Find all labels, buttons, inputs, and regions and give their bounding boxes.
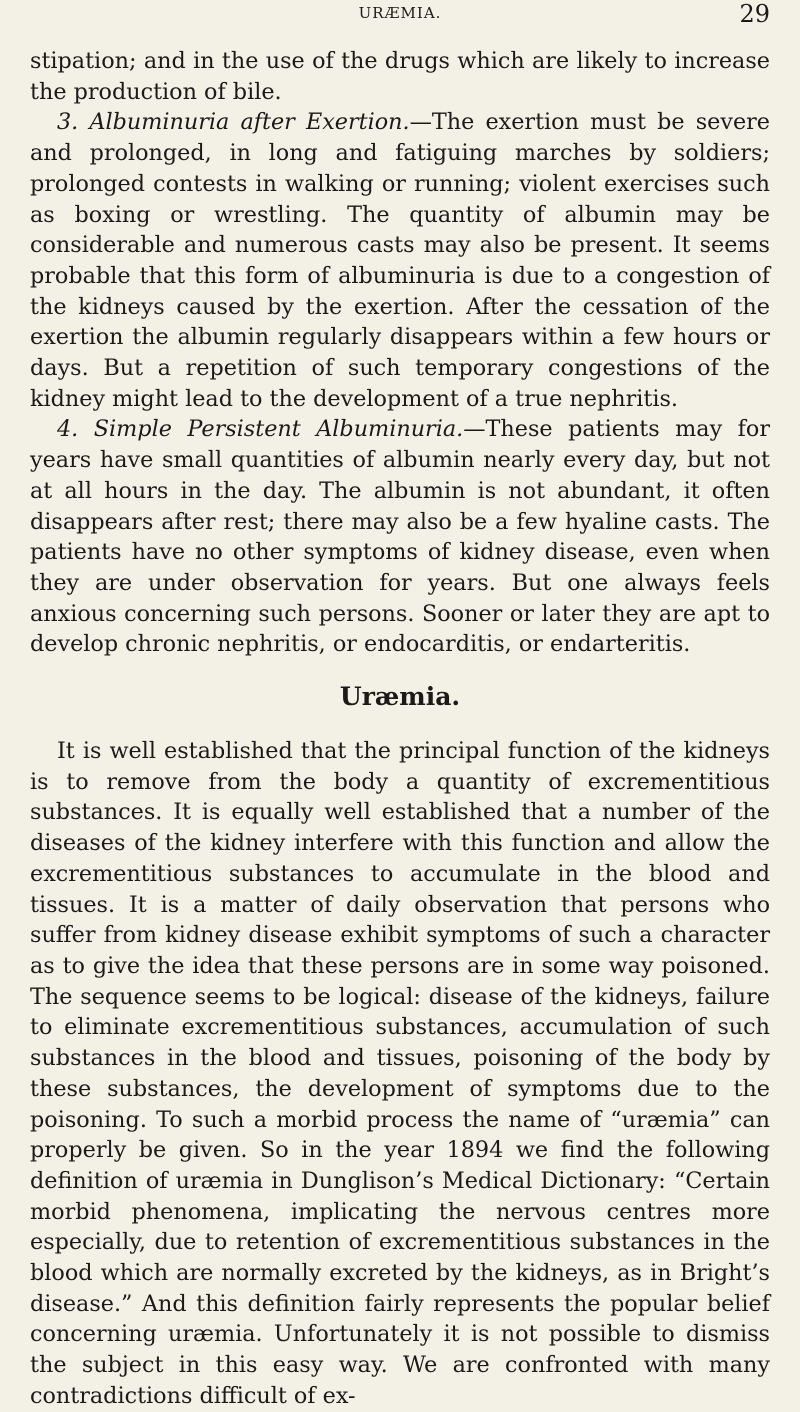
section-heading: Uræmia.: [339, 682, 461, 712]
paragraph-text: stipation; and in the use of the drugs which are likely to increase the production of bile.: [30, 48, 770, 105]
paragraph-uraemia: It is well established that the principal function of the kidneys is to remove from the body a quantity of excrementitious substances. It is equally well established that a number of the diseases of the kidney interfere with this function and allow the excrementitious substances to accumulate in the blood and tissues. It is a matter of daily observation that persons who suffer from kidney disease exhibit symptoms of such a character as to give the idea that these persons are in some way poisoned. The sequence seems to be logical: disease of the kidneys, failure to eliminate excrementitious substances, accumulation of such substances in the blood and tissues, poisoning of the body by these substances, the development of symptoms due to the poisoning. To such a morbid process the name of “uræmia” can properly be given. So in the year 1894 we find the following definition of uræmia in Dunglison’s Medical Dictionary: “Certain morbid phenomena, implicating the nervous centres more especially, due to retention of excrementitious substances in the blood which are normally excreted by the kidneys, as in Bright’s disease.” And this definition fairly represents the popular belief concerning uræmia. Unfortunately it is not possible to dismiss the subject in this easy way. We are confronted with many contradictions difficult of ex-: [30, 738, 770, 1409]
paragraph-lead: 4. Simple Persistent Albuminuria.: [57, 416, 464, 443]
page-number: 29: [739, 0, 770, 28]
running-head: [0, 0, 800, 40]
paragraph-text: —These patients may for years have small quantities of albumin nearly every day, but not at all hours in the day. The albumin is not abundant, it often disappears after rest; there may also be a few hyaline casts. The patients have no other symptoms of kidney disease, even when they are under observation for years. But one always feels anxious concerning such persons. Sooner or later they are apt to develop chronic nephritis, or endocarditis, or endarteritis.: [30, 416, 771, 658]
paragraph-albuminuria-after-exertion: [30, 107, 770, 414]
body-text: [30, 46, 770, 1412]
paragraph-text: —The exertion must be severe and prolonged, in long and fatiguing marches by soldiers; prolonged contests in walking or running; violent exercises such as boxing or wrestling. The quantity of albumin may be considerable and numerous casts may also be present. It seems probable that this form of albuminuria is due to a congestion of the kidneys caused by the exertion. After the cessation of the exertion the albumin regularly disappears within a few hours or days. But a repetition of such temporary congestions of the kidney might lead to the development of a true nephritis.: [30, 109, 770, 412]
running-title: URÆMIA.: [358, 4, 442, 22]
paragraph-simple-persistent-albuminuria: [30, 414, 770, 660]
paragraph-continuation: [30, 46, 770, 107]
paragraph-lead: 3. Albuminuria after Exertion.: [57, 109, 410, 136]
